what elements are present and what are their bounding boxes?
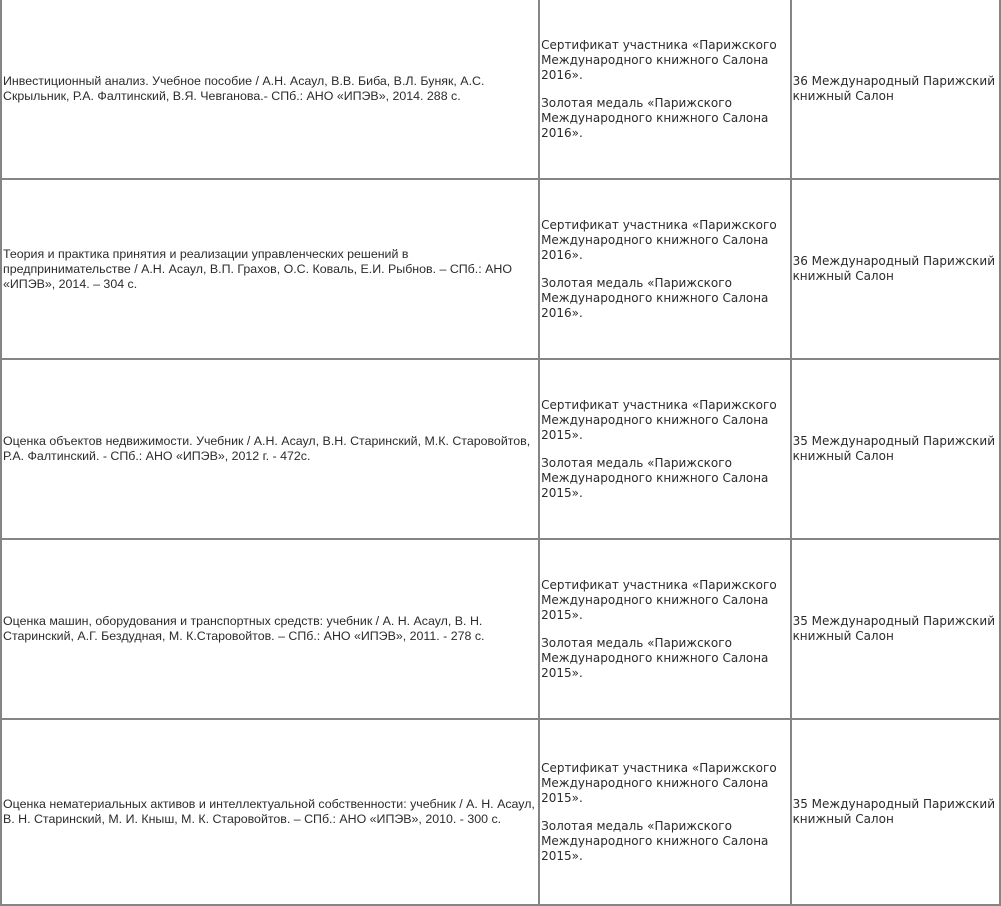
award-cell — [539, 359, 791, 539]
medal-text: Золотая медаль «Парижского Международного книжного Салона 2015». — [541, 635, 769, 680]
event-cell: 36 Международный Парижский книжный Салон — [791, 0, 1000, 179]
certificate-text: Сертификат участника «Парижского Международного книжного Салона 2016». — [541, 217, 777, 262]
book-cell: Оценка нематериальных активов и интеллектуальной собственности: учебник / А. Н. Асаул, В. Н. Старинский, М. И. Кныш, М. К. Старовойтов. – СПб.: АНО «ИПЭВ», 2010. - 300 с. — [1, 719, 539, 905]
book-cell: Оценка объектов недвижимости. Учебник / А.Н. Асаул, В.Н. Старинский, М.К. Старовойтов, Р.А. Фалтинский. - СПб.: АНО «ИПЭВ», 2012 г. - 472с. — [1, 359, 539, 539]
medal-text: Золотая медаль «Парижского Международного книжного Салона 2016». — [541, 95, 769, 140]
award-cell — [539, 539, 791, 719]
certificate-text: Сертификат участника «Парижского Международного книжного Салона 2015». — [541, 577, 777, 622]
award-cell — [539, 179, 791, 359]
certificate-text: Сертификат участника «Парижского Международного книжного Салона 2015». — [541, 760, 777, 805]
event-cell: 35 Международный Парижский книжный Салон — [791, 539, 1000, 719]
book-cell: Оценка машин, оборудования и транспортных средств: учебник / А. Н. Асаул, В. Н. Старинский, А.Г. Бездудная, М. К.Старовойтов. – СПб.: АНО «ИПЭВ», 2011. - 278 с. — [1, 539, 539, 719]
event-cell: 35 Международный Парижский книжный Салон — [791, 719, 1000, 905]
table-row — [1, 0, 1000, 179]
certificate-text: Сертификат участника «Парижского Международного книжного Салона 2016». — [541, 37, 777, 82]
table-row — [1, 359, 1000, 539]
event-cell: 36 Международный Парижский книжный Салон — [791, 179, 1000, 359]
event-cell: 35 Международный Парижский книжный Салон — [791, 359, 1000, 539]
medal-text: Золотая медаль «Парижского Международного книжного Салона 2015». — [541, 455, 769, 500]
award-cell — [539, 719, 791, 905]
table-row — [1, 719, 1000, 905]
table-row — [1, 539, 1000, 719]
certificate-text: Сертификат участника «Парижского Международного книжного Салона 2015». — [541, 397, 777, 442]
book-cell: Теория и практика принятия и реализации управленческих решений в предпринимательстве / А.Н. Асаул, В.П. Грахов, О.С. Коваль, Е.И. Рыбнов. – СПб.: АНО «ИПЭВ», 2014. – 304 с. — [1, 179, 539, 359]
table-row — [1, 179, 1000, 359]
medal-text: Золотая медаль «Парижского Международного книжного Салона 2015». — [541, 818, 769, 863]
book-cell: Инвестиционный анализ. Учебное пособие / А.Н. Асаул, В.В. Биба, В.Л. Буняк, А.С. Скрыльник, Р.А. Фалтинский, В.Я. Чевганова.- СПб.: АНО «ИПЭВ», 2014. 288 с. — [1, 0, 539, 179]
award-cell — [539, 0, 791, 179]
medal-text: Золотая медаль «Парижского Международного книжного Салона 2016». — [541, 275, 769, 320]
